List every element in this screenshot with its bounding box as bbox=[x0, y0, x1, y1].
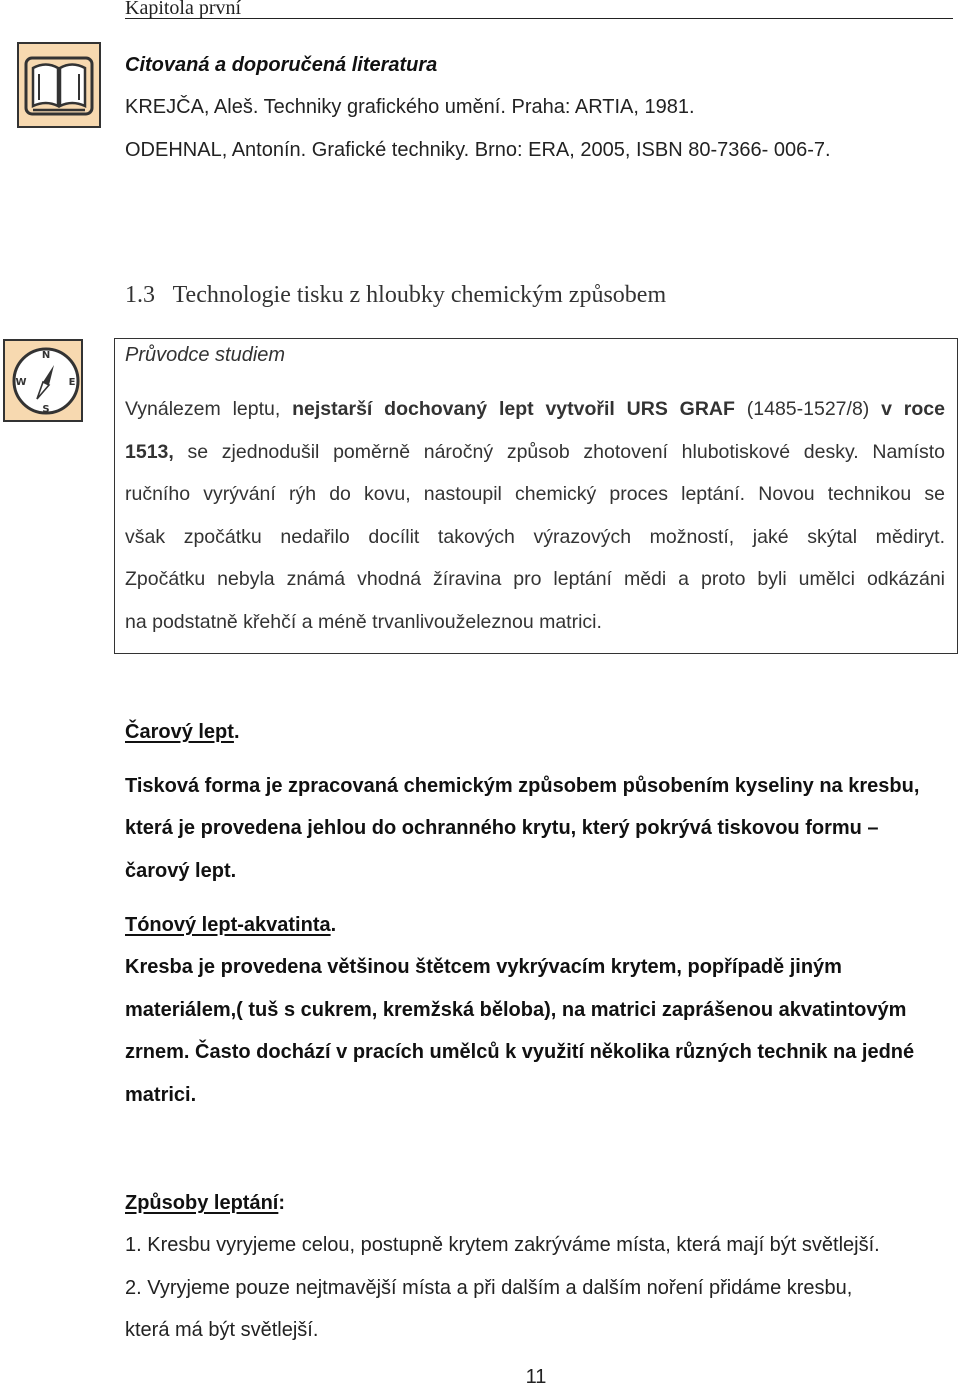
zpusoby-line: 1. Kresbu vyryjeme celou, postupně krytem zakrýváme místa, která mají být světlejší. bbox=[125, 1234, 880, 1256]
tonovy-line: materiálem,( tuš s cukrem, kremžská běloba), na matrici zaprášenou akvatintovým bbox=[125, 999, 907, 1021]
zpusoby-heading-text: Způsoby leptání bbox=[125, 1192, 279, 1214]
literature-item: ODEHNAL, Antonín. Grafické techniky. Brno: ERA, 2005, ISBN 80-7366- 006-7. bbox=[125, 139, 831, 161]
guide-line: však zpočátku nedařilo docílit takových výrazových možností, jaké skýtal mědiryt. bbox=[125, 526, 945, 548]
carovy-heading-text: Čarový lept bbox=[125, 721, 234, 743]
carovy-heading bbox=[125, 721, 240, 744]
zpusoby-heading-suffix: : bbox=[278, 1192, 286, 1214]
guide-bold-text: v roce bbox=[881, 398, 946, 420]
guide-bold-text: 1513, bbox=[125, 441, 174, 463]
tonovy-line: zrnem. Často dochází v pracích umělců k využití několika různých technik na jedné bbox=[125, 1041, 915, 1063]
carovy-heading-suffix: . bbox=[233, 721, 240, 743]
section-title: 1.3 Technologie tisku z hloubky chemickým způsobem bbox=[125, 282, 667, 308]
guide-text: Vynálezem leptu, bbox=[125, 398, 293, 420]
guide-line bbox=[125, 398, 945, 421]
compass-n-label: N bbox=[41, 350, 51, 361]
chapter-header: Kapitola první bbox=[125, 0, 242, 19]
guide-text: (1485-1527/8) bbox=[734, 398, 882, 420]
tonovy-heading bbox=[125, 914, 336, 937]
header-rule bbox=[125, 18, 953, 19]
compass-s-label: S bbox=[42, 404, 50, 415]
guide-line: ručního vyrývání rýh do kovu, nastoupil chemický proces leptání. Novou technikou se bbox=[125, 483, 945, 505]
zpusoby-line: která má být světlejší. bbox=[125, 1319, 319, 1341]
zpusoby-line: 2. Vyryjeme pouze nejtmavější místa a při dalším a dalším noření přidáme kresbu, bbox=[125, 1277, 853, 1299]
guide-text: se zjednodušil poměrně náročný způsob zhotovení hlubotiskové desky. Namísto bbox=[173, 441, 945, 463]
page-number: 11 bbox=[525, 1366, 547, 1388]
guide-line: Zpočátku nebyla známá vhodná žíravina pro leptání mědi a proto byli umělci odkázáni bbox=[125, 568, 945, 590]
tonovy-heading-suffix: . bbox=[330, 914, 337, 936]
carovy-line: Tisková forma je zpracovaná chemickým způsobem působením kyseliny na kresbu, bbox=[125, 775, 920, 797]
compass-w-label: W bbox=[15, 377, 27, 388]
compass-e-label: E bbox=[68, 377, 76, 388]
tonovy-line: matrici. bbox=[125, 1084, 197, 1106]
carovy-line: která je provedena jehlou do ochranného krytu, který pokrývá tiskovou formu – bbox=[125, 817, 879, 839]
zpusoby-heading bbox=[125, 1192, 285, 1215]
compass-icon bbox=[3, 339, 83, 422]
guide-line: na podstatně křehčí a méně trvanlivouželeznou matrici. bbox=[125, 611, 602, 633]
carovy-line: čarový lept. bbox=[125, 860, 237, 882]
tonovy-heading-text: Tónový lept-akvatinta bbox=[125, 914, 331, 936]
tonovy-line: Kresba je provedena většinou štětcem vykrývacím krytem, popřípadě jiným bbox=[125, 956, 842, 978]
literature-heading: Citovaná a doporučená literatura bbox=[125, 54, 438, 76]
guide-heading: Průvodce studiem bbox=[125, 344, 286, 366]
book-icon bbox=[17, 42, 101, 128]
guide-bold-text: nejstarší dochovaný lept vytvořil URS GRAF bbox=[292, 398, 735, 420]
guide-line bbox=[125, 441, 945, 464]
literature-item: KREJČA, Aleš. Techniky grafického umění. Praha: ARTIA, 1981. bbox=[125, 96, 695, 118]
